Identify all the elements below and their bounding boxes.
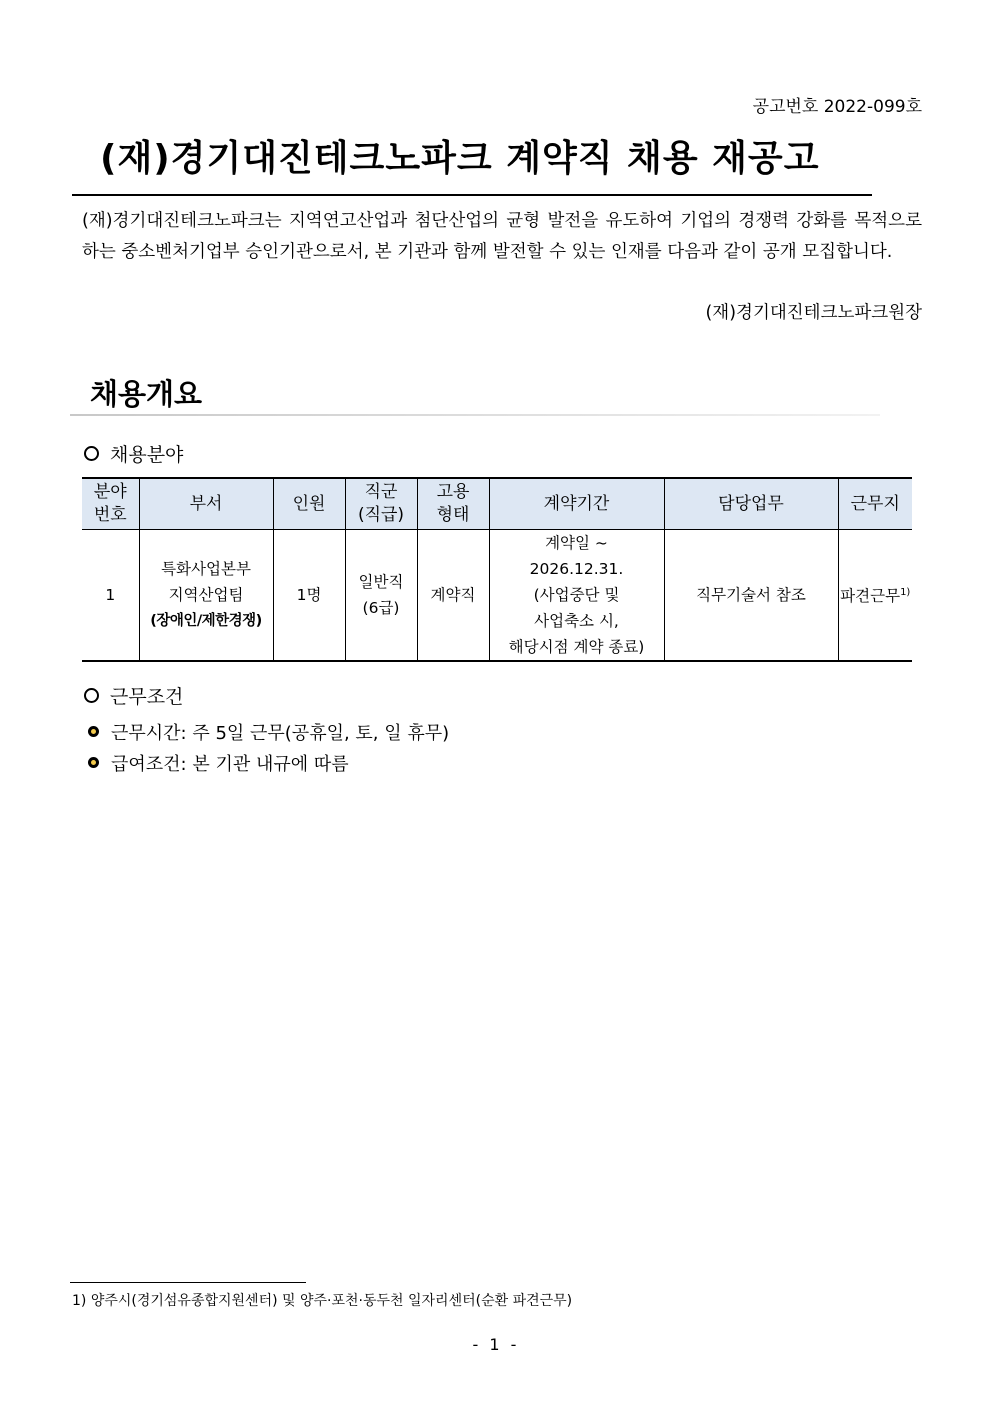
circle-icon: [84, 688, 99, 703]
conditions-list: [88, 716, 449, 778]
title-divider: [72, 194, 872, 196]
table-header-row: [82, 478, 912, 530]
cell-period: 계약일 ~ 2026.12.31. (사업중단 및 사업축소 시, 해당시점 계약 종료): [489, 530, 664, 662]
cell-location: 파견근무$^{1)}$: [838, 530, 912, 662]
header-location: 근무지: [838, 478, 912, 530]
header-duty: 담당업무: [664, 478, 838, 530]
footnote-divider: [70, 1282, 306, 1283]
recruit-table: [82, 477, 912, 662]
notice-number: 공고번호 2022-099호: [752, 97, 922, 117]
cell-no: 1: [82, 530, 139, 662]
conditions-heading-label: 근무조건: [110, 686, 184, 708]
list-item: 급여조건: 본 기관 내규에 따름: [88, 747, 449, 778]
header-period: 계약기간: [489, 478, 664, 530]
recruit-heading-label: 채용분야: [110, 444, 184, 466]
section-divider: [70, 414, 880, 416]
header-grade: 직군 (직급): [345, 478, 417, 530]
table-row: [82, 530, 912, 662]
circle-icon: [84, 446, 99, 461]
header-type: 고용 형태: [417, 478, 489, 530]
cell-grade: 일반직 (6급): [345, 530, 417, 662]
list-item: 근무시간: 주 5일 근무(공휴일, 토, 일 휴무): [88, 716, 449, 747]
cell-dept: 특화사업본부 지역산업팀 (장애인/제한경쟁): [139, 530, 273, 662]
section-title: 채용개요: [90, 377, 203, 411]
intro-paragraph: (재)경기대진테크노파크는 지역연고산업과 첨단산업의 균형 발전을 유도하여 기업의 경쟁력 강화를 목적으로 하는 중소벤처기업부 승인기관으로서, 본 기관과 함께 발전할 수 있는 인재를 다음과 같이 공개 모집합니다.: [82, 211, 922, 262]
page-number: - 1 -: [472, 1335, 520, 1354]
footnote-ref[interactable]: 1): [900, 587, 911, 599]
bullet-icon: [88, 757, 99, 768]
cell-duty: 직무기술서 참조: [664, 530, 838, 662]
conditions-heading: [84, 682, 183, 709]
cell-headcount: 1명: [273, 530, 345, 662]
cell-type: 계약직: [417, 530, 489, 662]
bullet-icon: [88, 726, 99, 737]
header-dept: 부서: [139, 478, 273, 530]
recruit-heading: [84, 440, 183, 467]
footnote: 1) 양주시(경기섬유종합지원센터) 및 양주·포천·동두천 일자리센터(순환 파견근무): [72, 1293, 573, 1309]
signature: (재)경기대진테크노파크원장: [705, 303, 922, 323]
header-no: 분야 번호: [82, 478, 139, 530]
header-headcount: 인원: [273, 478, 345, 530]
page-title: (재)경기대진테크노파크 계약직 채용 재공고: [100, 138, 820, 179]
